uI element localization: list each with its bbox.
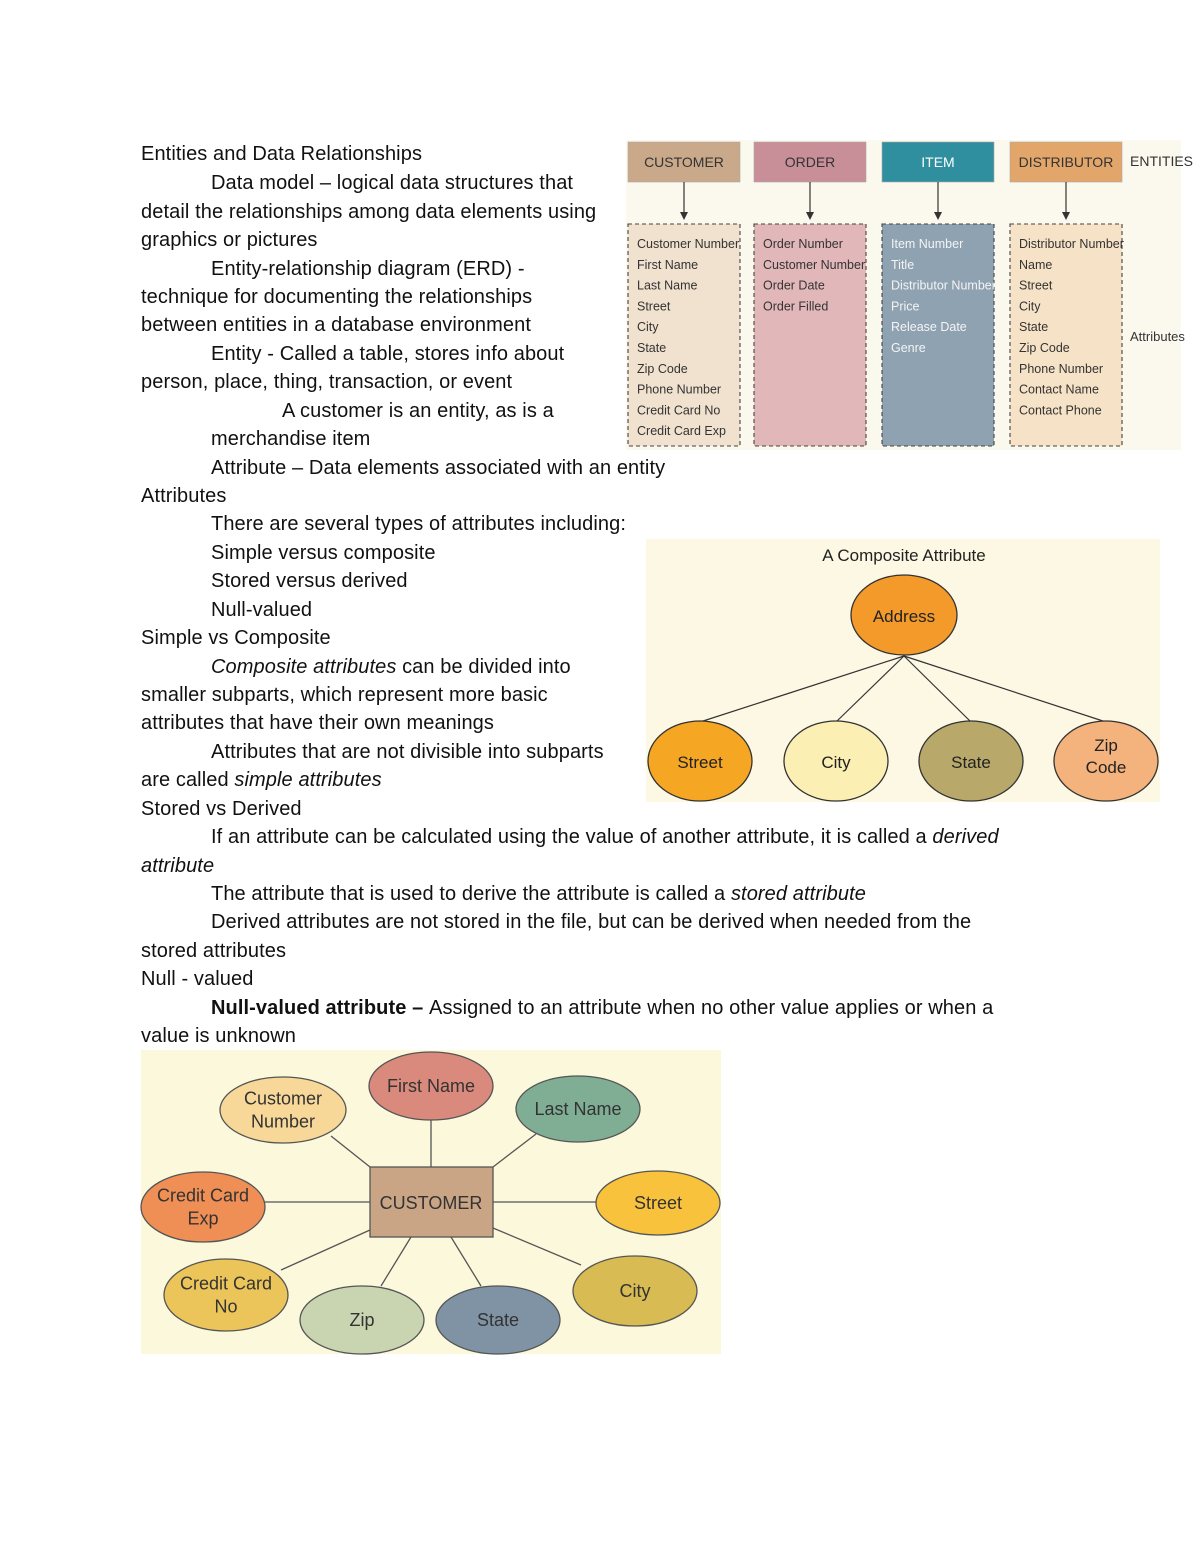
italic-term: simple attributes	[234, 769, 382, 791]
attributes-side-label: Attributes	[1130, 329, 1185, 344]
attribute-state	[436, 1286, 560, 1354]
attribute-label: Phone Number	[637, 382, 722, 397]
text-line: Data model – logical data structures that	[211, 172, 574, 194]
text-span: can be divided into	[396, 656, 571, 678]
text-line	[211, 825, 999, 849]
attribute-label: Order Date	[763, 278, 825, 293]
text-span: Assigned to an attribute when no other value applies or when a	[429, 997, 994, 1019]
text-line: Simple versus composite	[211, 542, 436, 564]
city-node	[784, 721, 888, 801]
attribute-label: Last Name	[534, 1099, 622, 1119]
italic-term: attribute	[141, 855, 215, 877]
attribute-label: Genre	[891, 341, 926, 355]
attribute-credit-card-no	[164, 1259, 288, 1331]
text-line	[141, 854, 214, 878]
text-line: There are several types of attributes including:	[211, 513, 627, 535]
entities-side-label: ENTITIES	[1130, 153, 1194, 169]
text-line: smaller subparts, which represent more basic	[141, 684, 548, 706]
attribute-label: Price	[891, 299, 920, 314]
italic-term: stored attribute	[730, 883, 866, 905]
attribute-customer-number	[220, 1077, 346, 1143]
attribute-label: Street	[637, 299, 671, 314]
attribute-zip	[300, 1286, 424, 1354]
text-line: Entity - Called a table, stores info about	[211, 343, 565, 365]
heading-entities: Entities and Data Relationships	[141, 143, 423, 165]
text-line	[211, 996, 993, 1020]
entity-name: DISTRIBUTOR	[1018, 154, 1114, 170]
attribute-label: Customer Number	[243, 1088, 323, 1132]
attribute-label: First Name	[637, 257, 699, 272]
attribute-label: Street	[633, 1193, 683, 1213]
attribute-credit-card-exp	[141, 1172, 265, 1242]
node-label: State	[951, 753, 991, 772]
text-line: Derived attributes are not stored in the file, but can be derived when needed from the	[211, 911, 972, 933]
entity-name: ITEM	[921, 154, 955, 170]
node-label: Address	[872, 607, 936, 626]
attribute-label: City	[1019, 299, 1041, 314]
composite-attribute-diagram	[646, 539, 1160, 802]
entity-label: CUSTOMER	[379, 1193, 483, 1213]
text-line: person, place, thing, transaction, or event	[141, 371, 513, 393]
attribute-first-name	[369, 1052, 493, 1120]
text-line: Attributes that are not divisible into subparts	[211, 741, 604, 763]
text-span: The attribute that is used to derive the attribute is called a	[211, 883, 731, 905]
text-line	[211, 882, 866, 906]
text-line: technique for documenting the relationships	[141, 286, 533, 308]
attribute-label: Order Number	[763, 237, 843, 251]
attribute-label: Order Filled	[763, 299, 829, 314]
text-line: attributes that have their own meanings	[141, 712, 494, 734]
text-span: If an attribute can be calculated using the value of another attribute, it is called a	[211, 826, 933, 848]
node-label: Zip Code	[1085, 736, 1127, 777]
bold-term: Null-valued attribute –	[211, 997, 429, 1019]
text-line: detail the relationships among data elements using	[141, 201, 597, 223]
attribute-label: Zip Code	[1019, 341, 1070, 355]
text-line: value is unknown	[141, 1025, 297, 1047]
attribute-street	[596, 1171, 720, 1235]
attribute-label: State	[637, 341, 667, 355]
text-line: A customer is an entity, as is a	[282, 400, 554, 422]
attribute-last-name	[516, 1076, 640, 1142]
text-line: stored attributes	[141, 940, 287, 962]
attribute-label: Release Date	[891, 320, 967, 335]
text-line: Attribute – Data elements associated with an entity	[211, 457, 666, 479]
text-line: graphics or pictures	[141, 229, 318, 251]
attribute-label: Distributor Number	[891, 278, 996, 293]
italic-term: Composite attributes	[211, 656, 397, 678]
text-line	[141, 768, 382, 792]
heading-stored-vs-derived: Stored vs Derived	[141, 798, 302, 820]
attribute-label: Last Name	[637, 278, 698, 293]
attribute-label: Phone Number	[1019, 361, 1104, 376]
attribute-city	[573, 1256, 697, 1326]
attribute-label: Customer Number	[763, 257, 866, 272]
attribute-label: Zip Code	[637, 361, 688, 376]
attribute-label: City	[619, 1281, 651, 1301]
attribute-label: Customer Number	[637, 237, 740, 251]
heading-null-valued: Null - valued	[141, 968, 254, 990]
text-line: between entities in a database environment	[141, 314, 532, 336]
node-label: City	[821, 753, 851, 772]
street-node	[648, 721, 752, 801]
attribute-label: Credit Card Exp	[637, 424, 726, 439]
entities-diagram	[626, 140, 1194, 450]
entity-name: ORDER	[784, 154, 836, 170]
attribute-label: First Name	[386, 1076, 476, 1096]
attribute-label: Name	[1019, 257, 1053, 272]
attribute-label: Item Number	[891, 237, 964, 251]
attribute-label: Credit Card Exp	[156, 1185, 250, 1229]
text-line: Null-valued	[211, 599, 313, 621]
attribute-label: Contact Name	[1019, 382, 1099, 397]
text-line: merchandise item	[211, 428, 371, 450]
entity-name: CUSTOMER	[644, 154, 724, 170]
figure-title: A Composite Attribute	[822, 546, 986, 565]
italic-term: derived	[932, 826, 999, 848]
attribute-label: State	[1019, 320, 1049, 335]
attribute-label: Distributor Number	[1019, 237, 1124, 251]
attribute-label: Credit Card No	[637, 403, 721, 418]
customer-entity-box	[370, 1167, 493, 1237]
node-label: Street	[677, 753, 723, 772]
zip-code-node	[1054, 721, 1158, 801]
address-node	[851, 575, 957, 655]
attribute-label: Title	[891, 257, 915, 272]
customer-attributes-diagram	[141, 1050, 721, 1354]
heading-simple-vs-composite: Simple vs Composite	[141, 627, 331, 649]
attribute-label: Credit Card No	[179, 1273, 273, 1317]
attribute-label: Zip	[349, 1310, 375, 1330]
attribute-label: Contact Phone	[1019, 403, 1102, 418]
text-line: Entity-relationship diagram (ERD) -	[211, 258, 525, 280]
text-span: are called	[141, 769, 235, 791]
attribute-label: City	[637, 320, 659, 335]
text-line: Stored versus derived	[211, 570, 408, 592]
text-line	[211, 655, 571, 679]
attribute-label: State	[476, 1310, 520, 1330]
state-node	[919, 721, 1023, 801]
attribute-label: Street	[1019, 278, 1053, 293]
heading-attributes: Attributes	[141, 485, 227, 507]
